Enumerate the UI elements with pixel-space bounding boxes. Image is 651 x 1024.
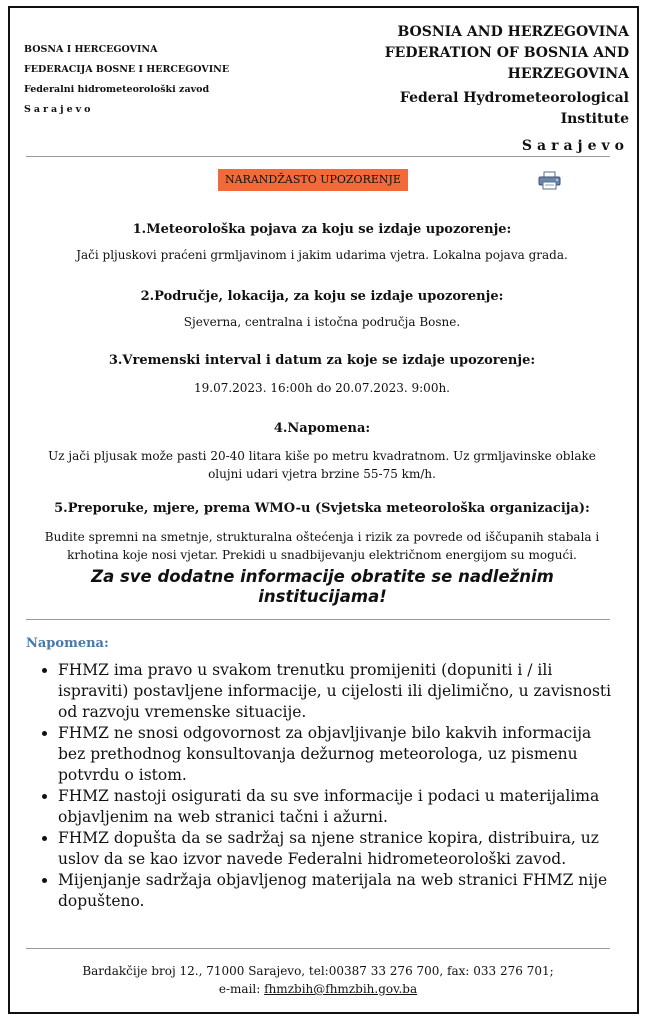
header-right-institute: Federal Hydrometeorological Institute [399,90,629,127]
footer-email-line [26,980,610,998]
header-left-institute: Federalni hidrometeorološki zavod [24,84,210,95]
section-area [22,288,622,331]
footer-divider [26,948,610,949]
list-item: • FHMZ ne snosi odgovornost za objavljivanje bilo kakvih informacija bez prethodnog konsultovanja dežurnog meteorologa, uz pismenu potvrdu o istom. [58,723,618,786]
warning-level-badge: NARANDŽASTO UPOZORENJE [218,169,408,191]
section-heading: 2.Područje, lokacija, za koju se izdaje upozorenje: [140,289,504,304]
footer-address: Bardakčije broj 12., 71000 Sarajevo, tel:00387 33 276 700, fax: 033 276 701; [82,964,554,978]
content-divider [26,619,610,620]
section-heading: 1.Meteorološka pojava za koju se izdaje upozorenje: [132,222,512,237]
header-right-federation: FEDERATION OF BOSNIA AND HERZEGOVINA [384,45,629,82]
section-text: Uz jači pljusak može pasti 20-40 litara kiše po metru kvadratnom. Uz grmljavinske oblake olujni udari vjetra brzine 55-75 km/h. [48,449,596,481]
section-heading: 4.Napomena: [273,421,371,436]
header-left [24,40,229,120]
section-heading: 5.Preporuke, mjere, prema WMO-u (Svjetska meteorološka organizacija): [54,501,590,516]
section-recommendations [30,500,614,564]
footer-email-label: e-mail: [218,982,261,996]
header-right-country: BOSNIA AND HERZEGOVINA [397,24,629,40]
header-right [329,22,629,157]
email-link[interactable]: fhmzbih@fhmzbih.gov.ba [264,982,418,996]
section-phenomenon [22,221,622,264]
section-heading: 3.Vremenski interval i datum za koje se izdaje upozorenje: [108,353,536,368]
section-text: Budite spremni na smetnje, strukturalna oštećenja i rizik za povrede od iščupanih stabala i krhotina koje nosi vjetar. Prekidi u snadbijevanju električnom energijom su mogući. [44,530,600,562]
header-divider [26,156,610,157]
footer [26,962,610,998]
section-text: Jači pljuskovi praćeni grmljavinom i jakim udarima vjetra. Lokalna pojava grada. [76,248,568,262]
list-item: • FHMZ ima pravo u svakom trenutku promijeniti (dopuniti i / ili ispraviti) postavljene informacije, u cijelosti ili djelimično, u zavisnosti od razvoju vremenske situacije. [58,660,618,723]
section-interval [22,352,622,397]
list-item: • Mijenjanje sadržaja objavljenog materijala na web stranici FHMZ nije dopušteno. [58,870,618,912]
header-left-city: Sarajevo [24,104,94,115]
section-text: Sjeverna, centralna i istočna područja Bosne. [183,315,461,329]
section-text: 19.07.2023. 16:00h do 20.07.2023. 9:00h. [193,381,450,395]
printer-icon[interactable] [537,171,563,191]
header-left-federation: FEDERACIJA BOSNE I HERCEGOVINE [24,64,230,75]
napomena-list [28,660,618,912]
list-item: • FHMZ dopušta da se sadržaj sa njene stranice kopira, distribuira, uz uslov da se kao izvor navede Federalni hidrometeorološki zavod. [58,828,618,870]
header-right-city: Sarajevo [521,138,629,154]
list-item: • FHMZ nastoji osigurati da su sve informacije i podaci u materijalima objavljenim na web stranici tačni i ažurni. [58,786,618,828]
final-notice: Za sve dodatne informacije obratite se nadležnim institucijama! [91,567,554,606]
napomena-heading: Napomena: [26,636,109,651]
header-left-country: BOSNA I HERCEGOVINA [24,44,158,55]
section-note [30,420,614,483]
